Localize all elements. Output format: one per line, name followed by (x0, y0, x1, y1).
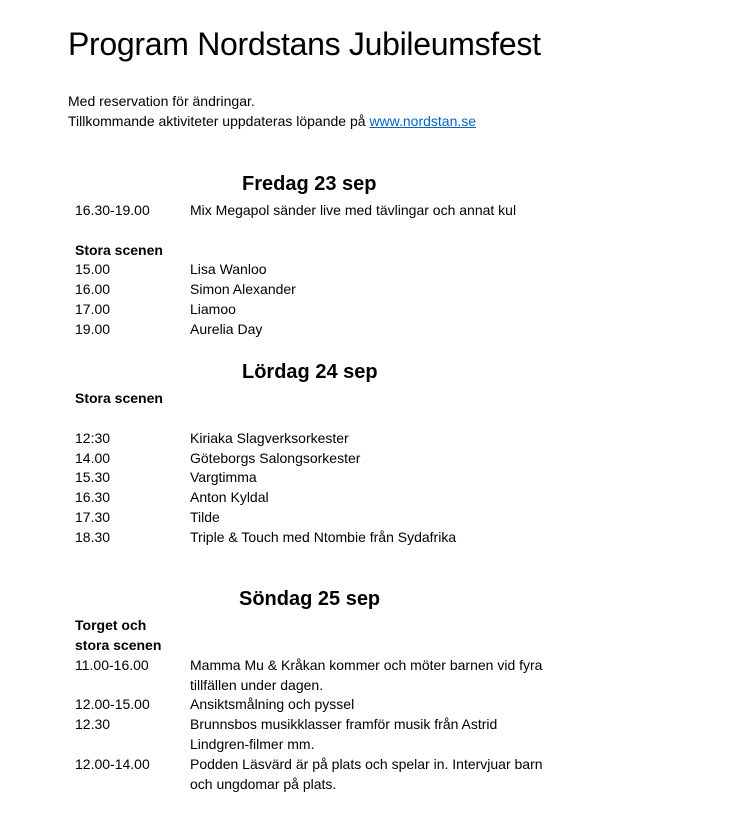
saturday-stage-label: Stora scenen (75, 390, 163, 406)
schedule-activity: Brunnsbos musikklasser framför musik från Astrid Lindgren-filmer mm. (190, 716, 498, 752)
friday-heading: Fredag 23 sep (242, 173, 377, 195)
schedule-activity: Podden Läsvärd är på plats och spelar in. Intervjuar barn och ungdomar på plats. (190, 756, 543, 792)
saturday-heading: Lördag 24 sep (242, 361, 378, 383)
schedule-time: 16.30-19.00 (75, 202, 150, 218)
schedule-activity: Anton Kyldal (190, 489, 269, 505)
schedule-activity: Aurelia Day (190, 321, 263, 337)
schedule-activity: Mix Megapol sänder live med tävlingar och annat kul (190, 202, 517, 218)
schedule-time: 15.00 (75, 261, 111, 277)
schedule-activity: Liamoo (190, 301, 236, 317)
schedule-activity: Vargtimma (190, 469, 257, 485)
sunday-stage-label-line1: Torget och (75, 617, 147, 633)
schedule-time: 12.00-14.00 (75, 756, 150, 772)
schedule-time: 16.30 (75, 489, 111, 505)
intro-reservation-note: Med reservation för ändringar. (68, 93, 255, 109)
schedule-time: 18.30 (75, 529, 111, 545)
schedule-activity: Göteborgs Salongsorkester (190, 450, 361, 466)
schedule-time: 14.00 (75, 450, 111, 466)
schedule-activity: Lisa Wanloo (190, 261, 267, 277)
schedule-activity: Triple & Touch med Ntombie från Sydafrika (190, 529, 457, 545)
schedule-activity: Ansiktsmålning och pyssel (190, 696, 355, 712)
sunday-stage-label-line2: stora scenen (75, 637, 162, 653)
schedule-time: 17.30 (75, 509, 111, 525)
schedule-activity: Simon Alexander (190, 281, 296, 297)
schedule-time: 19.00 (75, 321, 111, 337)
schedule-time: 12:30 (75, 430, 111, 446)
schedule-time: 17.00 (75, 301, 111, 317)
page-title: Program Nordstans Jubileumsfest (68, 26, 541, 62)
schedule-activity: Kiriaka Slagverksorkester (190, 430, 349, 446)
schedule-activity: Mamma Mu & Kråkan kommer och möter barnen vid fyra tillfällen under dagen. (190, 657, 543, 693)
friday-stage-label: Stora scenen (75, 242, 163, 258)
sunday-heading: Söndag 25 sep (239, 588, 381, 610)
intro-updates-text: Tillkommande aktiviteter uppdateras löpande på (68, 113, 370, 129)
nordstan-website-link[interactable]: www.nordstan.se (369, 113, 477, 129)
schedule-time: 11.00-16.00 (75, 657, 149, 673)
intro-updates-note (68, 113, 476, 129)
schedule-activity: Tilde (190, 509, 220, 525)
schedule-time: 15.30 (75, 469, 111, 485)
schedule-time: 12.30 (75, 716, 111, 732)
schedule-time: 16.00 (75, 281, 111, 297)
schedule-time: 12.00-15.00 (75, 696, 150, 712)
